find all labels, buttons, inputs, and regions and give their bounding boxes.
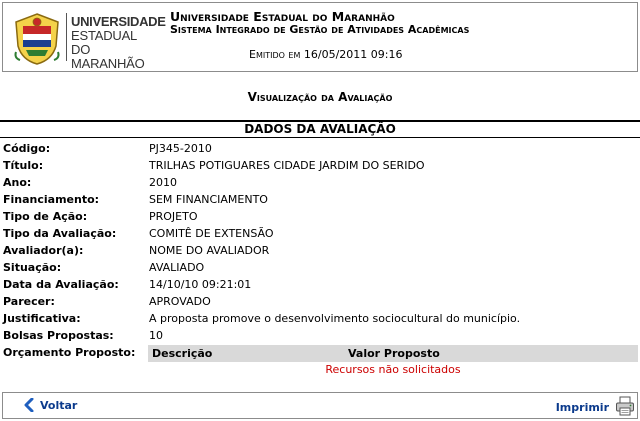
field-value: 14/10/10 09:21:01 — [149, 278, 252, 291]
field-value: COMITÊ DE EXTENSÃO — [149, 227, 274, 240]
budget-table-header — [148, 345, 638, 362]
page-title: Visualização da Avaliação — [247, 90, 393, 104]
field-value: PROJETO — [149, 210, 198, 223]
evaluation-details — [3, 140, 639, 361]
field-row-bolsas — [3, 327, 639, 344]
system-name: Sistema Integrado de Gestão de Atividades Acadêmicas — [170, 23, 470, 36]
logo-divider — [66, 13, 67, 61]
report-header — [2, 2, 638, 72]
field-value: A proposta promove o desenvolvimento sociocultural do município. — [149, 312, 521, 325]
field-label: Avaliador(a): — [3, 244, 84, 257]
field-row-tipo-acao — [3, 208, 639, 225]
field-row-situacao — [3, 259, 639, 276]
section-title: DADOS DA AVALIAÇÃO — [0, 120, 640, 138]
field-value: SEM FINANCIAMENTO — [149, 193, 268, 206]
field-value: 10 — [149, 329, 163, 342]
field-label: Ano: — [3, 176, 32, 189]
field-value: 2010 — [149, 176, 177, 189]
column-header-valor: Valor Proposto — [348, 347, 440, 360]
field-label: Tipo de Ação: — [3, 210, 88, 223]
column-header-descricao: Descrição — [152, 347, 213, 360]
field-label: Financiamento: — [3, 193, 100, 206]
chevron-left-icon — [23, 398, 35, 412]
print-button[interactable] — [556, 396, 635, 416]
back-button-label: Voltar — [40, 398, 78, 412]
institution-name: Universidade Estadual do Maranhão — [170, 9, 395, 24]
field-value: AVALIADO — [149, 261, 205, 274]
field-value: TRILHAS POTIGUARES CIDADE JARDIM DO SERIDO — [149, 159, 425, 172]
back-button[interactable] — [23, 398, 77, 412]
logo-wordmark — [71, 14, 166, 71]
budget-empty-message: Recursos não solicitados — [325, 363, 461, 376]
university-emblem-icon — [12, 12, 62, 66]
field-row-tipo-avaliacao — [3, 225, 639, 242]
field-label: Bolsas Propostas: — [3, 329, 114, 342]
field-value: PJ345-2010 — [149, 142, 212, 155]
field-value: NOME DO AVALIADOR — [149, 244, 270, 257]
field-row-titulo — [3, 157, 639, 174]
print-button-label: Imprimir — [555, 401, 609, 414]
field-label: Título: — [3, 159, 44, 172]
logo-line-3: MARANHÃO — [71, 56, 145, 71]
field-value: APROVADO — [149, 295, 211, 308]
field-row-avaliador — [3, 242, 639, 259]
budget-table — [148, 345, 638, 378]
logo-line-2: ESTADUAL DO — [71, 28, 137, 57]
printer-icon — [615, 396, 635, 416]
field-row-data-avaliacao — [3, 276, 639, 293]
logo-line-1: UNIVERSIDADE — [71, 14, 166, 29]
footer-bar — [2, 392, 638, 419]
field-label: Orçamento Proposto: — [3, 346, 136, 359]
field-label: Tipo da Avaliação: — [3, 227, 117, 240]
field-row-financiamento — [3, 191, 639, 208]
field-label: Código: — [3, 142, 51, 155]
field-label: Parecer: — [3, 295, 55, 308]
field-row-justificativa — [3, 310, 639, 327]
field-row-parecer — [3, 293, 639, 310]
emitted-date: Emitido em 16/05/2011 09:16 — [249, 48, 403, 61]
field-row-ano — [3, 174, 639, 191]
field-label: Data da Avaliação: — [3, 278, 119, 291]
field-label: Justificativa: — [3, 312, 81, 325]
field-label: Situação: — [3, 261, 62, 274]
field-row-codigo — [3, 140, 639, 157]
